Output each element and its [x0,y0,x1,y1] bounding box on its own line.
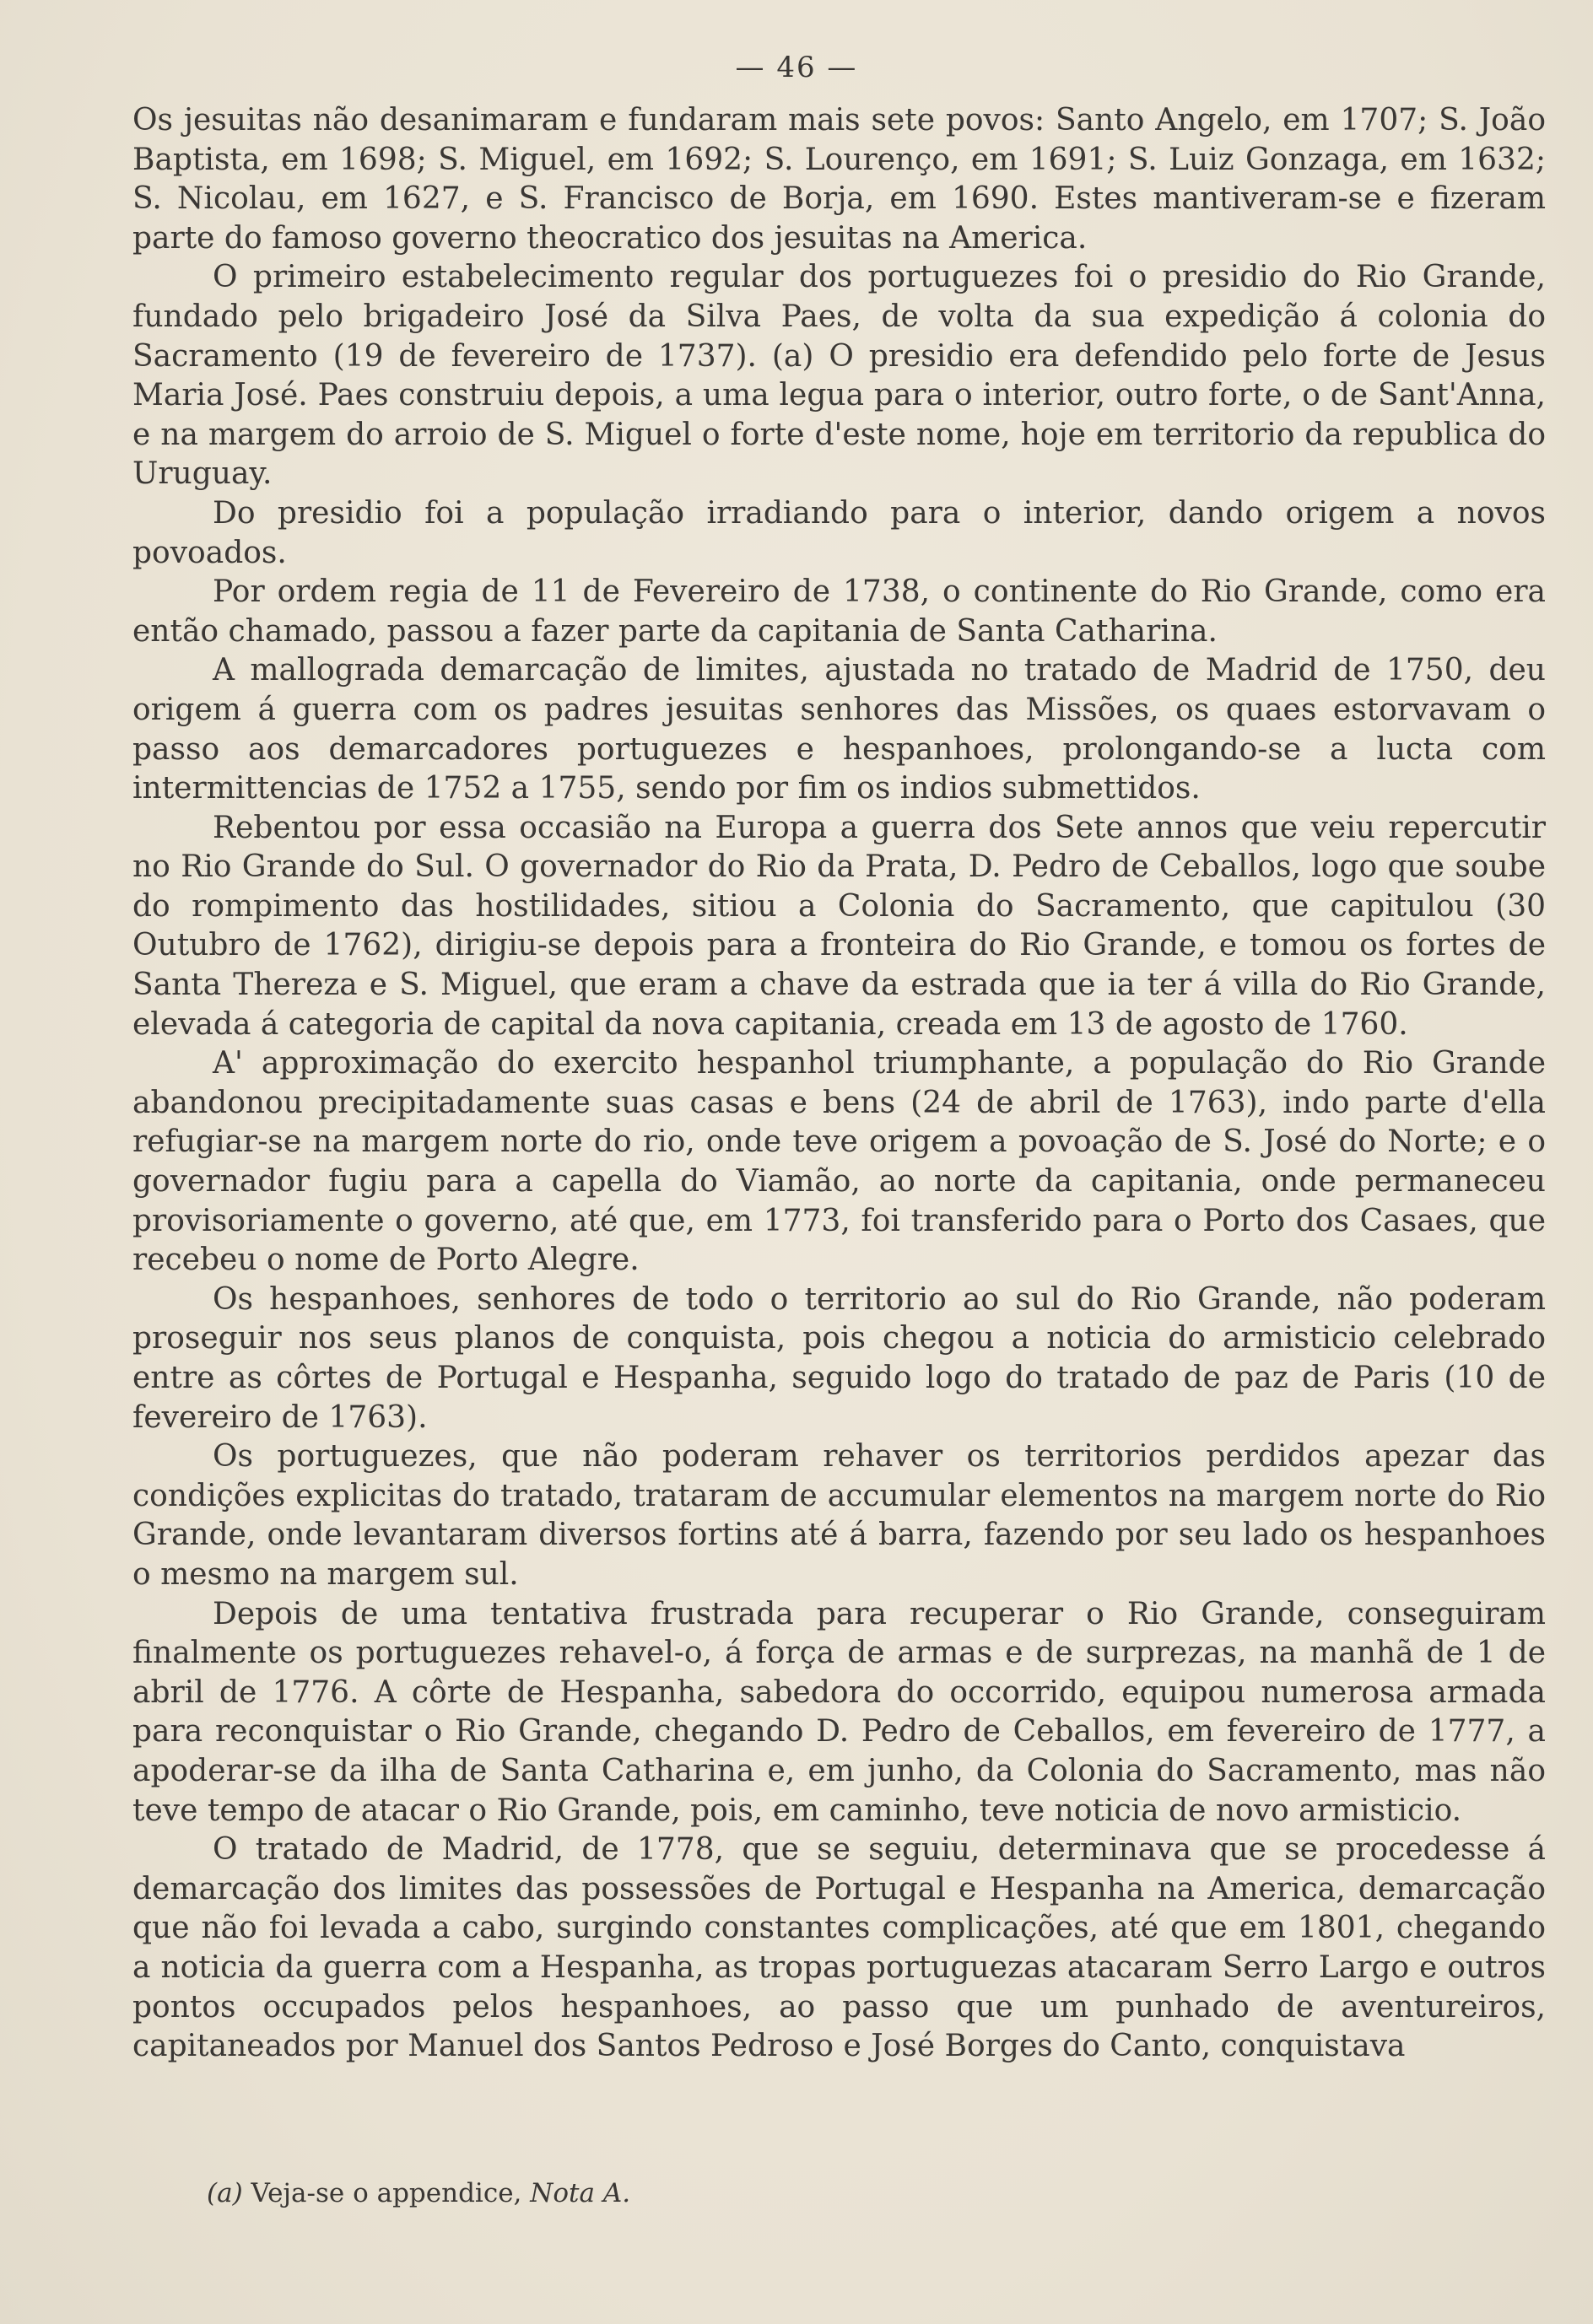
paragraph: Por ordem regia de 11 de Fevereiro de 1738, o continente do Rio Grande, como era então chamado, passou a fazer parte da capitania de Santa Catharina. [132,574,1546,649]
footnote-text: Veja-se o appendice, [242,2178,531,2208]
paragraph: Depois de uma tentativa frustrada para recuperar o Rio Grande, conseguiram finalmente os portuguezes rehavel-o, á força de armas e de surprezas, na manhã de 1 de abril de 1776. A côrte de Hespanha, sabedora do occorrido, equipou numerosa armada para reconquistar o Rio Grande, chegando D. Pedro de Ceballos, em fevereiro de 1777, a apoderar-se da ilha de Santa Catharina e, em junho, da Colonia do Sacramento, mas não teve tempo de atacar o Rio Grande, pois, em caminho, teve noticia de novo armisticio. [132,1596,1546,1828]
paragraph: Os jesuitas não desanimaram e fundaram mais sete povos: Santo Angelo, em 1707; S. João Baptista, em 1698; S. Miguel, em 1692; S. Lourenço, em 1691; S. Luiz Gonzaga, em 1632; S. Nicolau, em 1627, e S. Francisco de Borja, em 1690. Estes mantiveram-se e fizeram parte do famoso governo theocratico dos jesuitas na America. [132,103,1546,256]
paragraph: Os hespanhoes, senhores de todo o territorio ao sul do Rio Grande, não poderam proseguir nos seus planos de conquista, pois chegou a noticia do armisticio celebrado entre as côrtes de Portugal e Hespanha, seguido logo do tratado de paz de Paris (10 de fevereiro de 1763). [132,1281,1546,1435]
body-text [132,101,1546,2067]
footnote-reference: Nota A. [530,2178,631,2208]
footnote-mark: (a) [207,2178,243,2208]
paragraph: A mallograda demarcação de limites, ajustada no tratado de Madrid de 1750, deu origem á guerra com os padres jesuitas senhores das Missões, os quaes estorvavam o passo aos demarcadores portuguezes e hespanhoes, prolongando-se a lucta com intermittencias de 1752 a 1755, sendo por fim os indios submettidos. [132,653,1546,806]
paragraph: A' approximação do exercito hespanhol triumphante, a população do Rio Grande abandonou precipitadamente suas casas e bens (24 de abril de 1763), indo parte d'ella refugiar-se na margem norte do rio, onde teve origem a povoação de S. José do Norte; e o governador fugiu para a capella do Viamão, ao norte da capitania, onde permaneceu provisoriamente o governo, até que, em 1773, foi transferido para o Porto dos Casaes, que recebeu o nome de Porto Alegre. [132,1046,1546,1278]
page-number: — 46 — [735,51,858,84]
footnote [207,2176,630,2210]
paragraph: Os portuguezes, que não poderam rehaver os territorios perdidos apezar das condições explicitas do tratado, trataram de accumular elementos na margem norte do Rio Grande, onde levantaram diversos fortins até á barra, fazendo por seu lado os hespanhoes o mesmo na margem sul. [132,1439,1546,1592]
paragraph: O tratado de Madrid, de 1778, que se seguiu, determinava que se procedesse á demarcação dos limites das possessões de Portugal e Hespanha na America, demarcação que não foi levada a cabo, surgindo constantes complicações, até que em 1801, chegando a noticia da guerra com a Hespanha, as tropas portuguezas atacaram Serro Largo e outros pontos occupados pelos hespanhoes, ao passo que um punhado de aventureiros, capitaneados por Manuel dos Santos Pedroso e José Borges do Canto, conquistava [132,1832,1546,2064]
paragraph: Rebentou por essa occasião na Europa a guerra dos Sete annos que veiu repercutir no Rio Grande do Sul. O governador do Rio da Prata, D. Pedro de Ceballos, logo que soube do rompimento das hostilidades, sitiou a Colonia do Sacramento, que capitulou (30 Outubro de 1762), dirigiu-se depois para a fronteira do Rio Grande, e tomou os fortes de Santa Thereza e S. Miguel, que eram a chave da estrada que ia ter á villa do Rio Grande, elevada á categoria de capital da nova capitania, creada em 13 de agosto de 1760. [132,810,1546,1042]
paragraph: O primeiro estabelecimento regular dos portuguezes foi o presidio do Rio Grande, fundado pelo brigadeiro José da Silva Paes, de volta da sua expedição á colonia do Sacramento (19 de fevereiro de 1737). (a) O presidio era defendido pelo forte de Jesus Maria José. Paes construiu depois, a uma legua para o interior, outro forte, o de Sant'Anna, e na margem do arroio de S. Miguel o forte d'este nome, hoje em territorio da republica do Uruguay. [132,260,1546,492]
paragraph: Do presidio foi a população irradiando para o interior, dando origem a novos povoados. [132,495,1546,570]
